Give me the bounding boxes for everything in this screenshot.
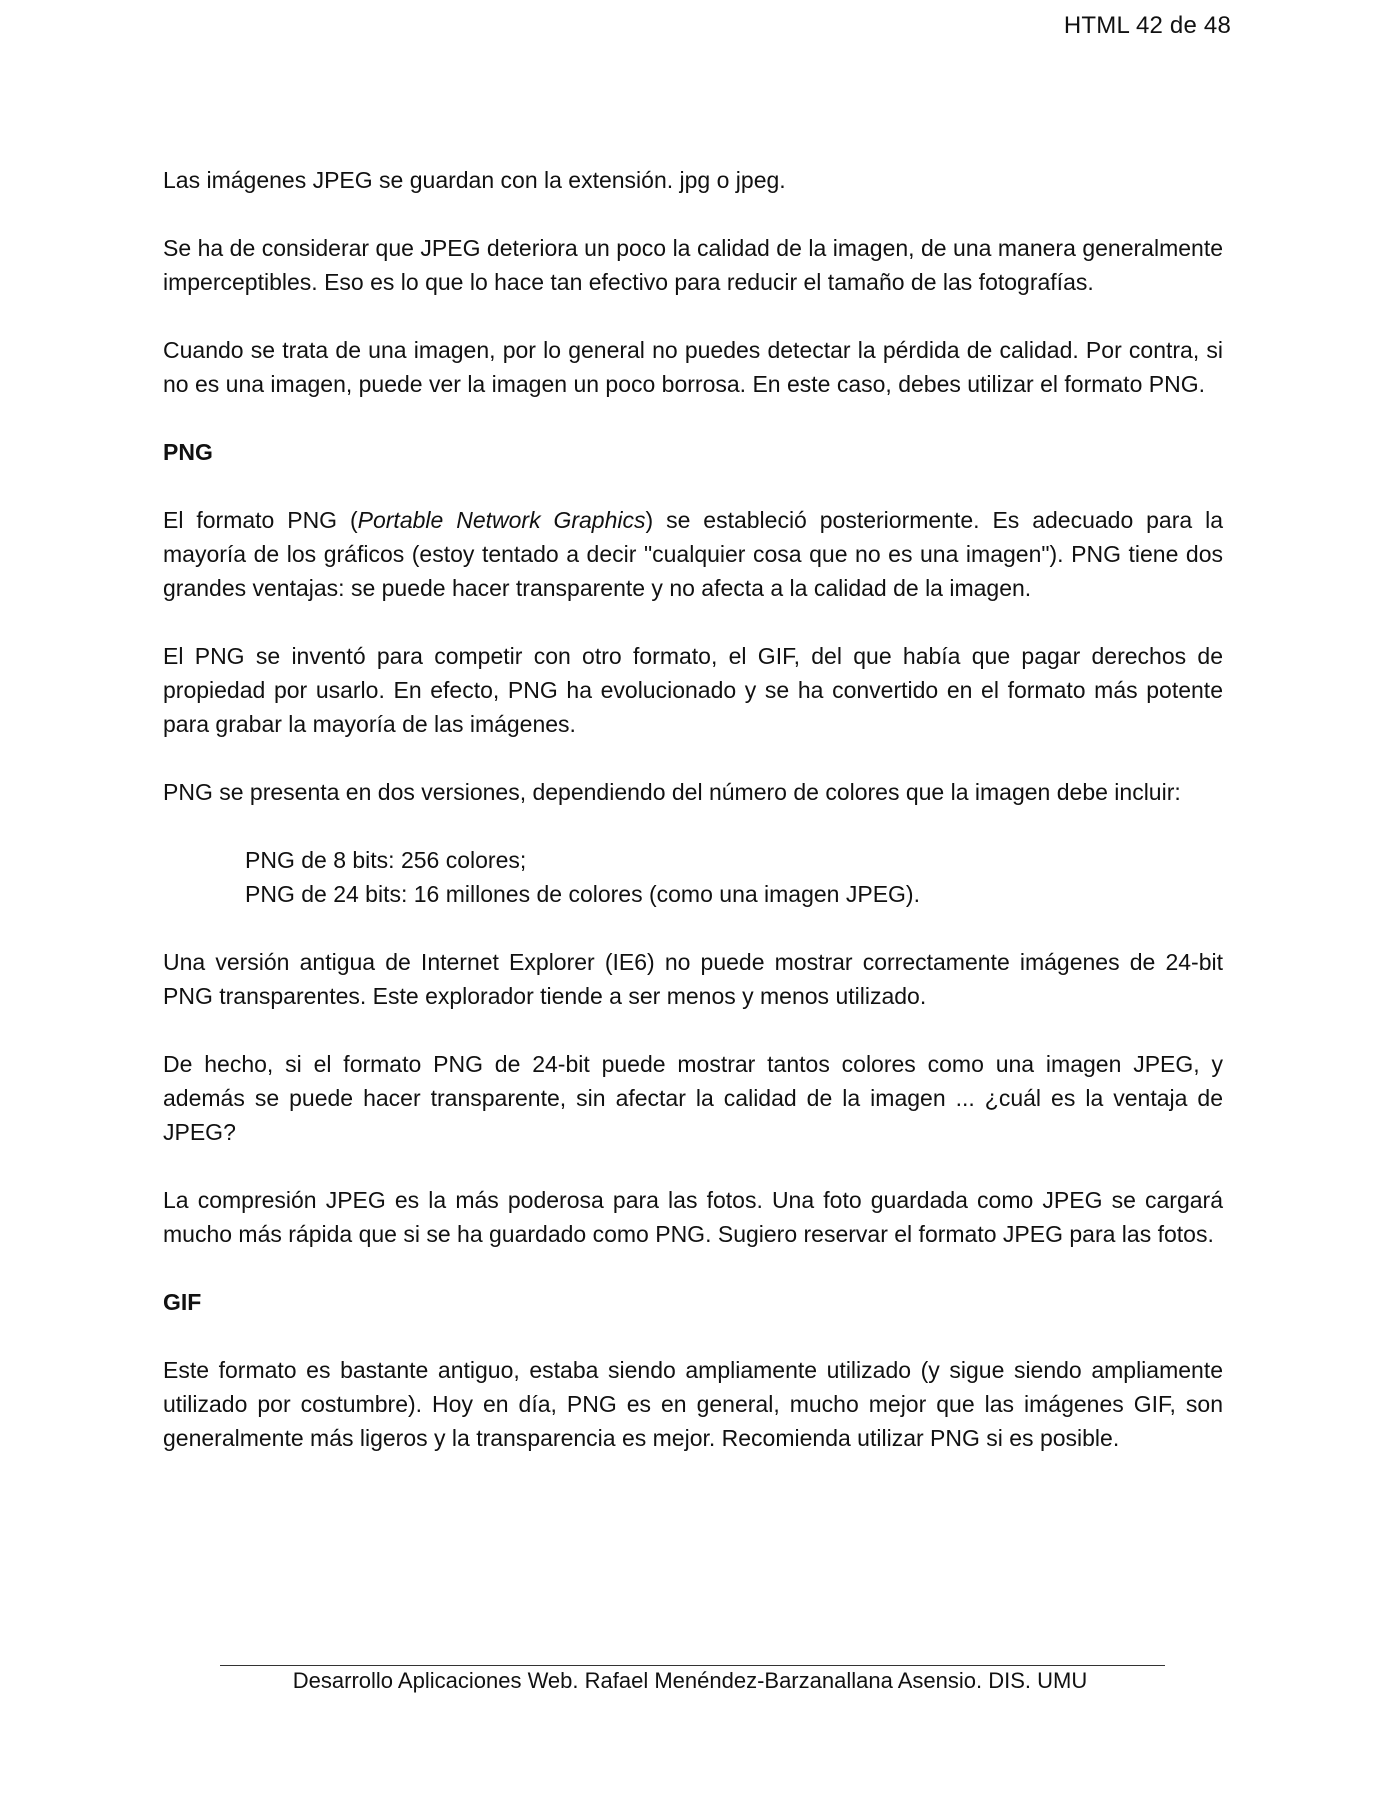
footer-credit: Desarrollo Aplicaciones Web. Rafael Menéndez-Barzanallana Asensio. DIS. UMU [292, 1668, 1088, 1693]
png-acronym-expansion: Portable Network Graphics [357, 507, 646, 533]
footer-divider [220, 1665, 1165, 1666]
page-number: HTML 42 de 48 [1063, 12, 1231, 39]
heading-gif: GIF [163, 1289, 202, 1315]
paragraph-jpeg-quality: Se ha de considerar que JPEG deteriora un poco la calidad de la imagen, de una manera generalmente imperceptibles. Eso es lo que lo hace tan efectivo para reducir el tamaño de las fotografías. [163, 235, 1223, 295]
paragraph-jpeg-compression: La compresión JPEG es la más poderosa para las fotos. Una foto guardada como JPEG se cargará mucho más rápida que si se ha guardado como PNG. Sugiero reservar el formato JPEG para las fotos. [163, 1187, 1223, 1247]
png-versions-list [163, 843, 1223, 911]
document-body [163, 163, 1223, 1489]
paragraph-png-versions: PNG se presenta en dos versiones, dependiendo del número de colores que la imagen debe incluir: [163, 779, 1181, 805]
list-item: PNG de 8 bits: 256 colores; [245, 847, 527, 873]
paragraph-ie6: Una versión antigua de Internet Explorer (IE6) no puede mostrar correctamente imágenes de 24-bit PNG transparentes. Este explorador tiende a ser menos y menos utilizado. [163, 949, 1223, 1009]
heading-png: PNG [163, 439, 213, 465]
paragraph-jpeg-extension: Las imágenes JPEG se guardan con la extensión. jpg o jpeg. [163, 167, 786, 193]
png-intro-text-a: El formato PNG ( [163, 507, 358, 533]
paragraph-png-history: El PNG se inventó para competir con otro formato, el GIF, del que había que pagar derechos de propiedad por usarlo. En efecto, PNG ha evolucionado y se ha convertido en el formato más potente para grabar la mayoría de las imágenes. [163, 643, 1223, 737]
paragraph-png-intro [163, 503, 1223, 605]
paragraph-quality-loss: Cuando se trata de una imagen, por lo general no puedes detectar la pérdida de calidad. Por contra, si no es una imagen, puede ver la imagen un poco borrosa. En este caso, debes utilizar el formato PNG. [163, 337, 1223, 397]
paragraph-png-vs-jpeg: De hecho, si el formato PNG de 24-bit puede mostrar tantos colores como una imagen JPEG, y además se puede hacer transparente, sin afectar la calidad de la imagen ... ¿cuál es la ventaja de JPEG? [163, 1051, 1223, 1145]
png-intro-text-b: ) se estableció posteriormente. Es adecuado para la mayoría de los gráficos (estoy tentado a decir "cualquier cosa que no es una imagen"). PNG tiene dos grandes ventajas: se puede hacer transparente y no afecta a la calidad de la imagen. [163, 507, 1223, 601]
paragraph-gif: Este formato es bastante antiguo, estaba siendo ampliamente utilizado (y sigue siendo ampliamente utilizado por costumbre). Hoy en día, PNG es en general, mucho mejor que las imágenes GIF, son generalmente más ligeros y la transparencia es mejor. Recomienda utilizar PNG si es posible. [163, 1357, 1223, 1451]
list-item: PNG de 24 bits: 16 millones de colores (como una imagen JPEG). [245, 881, 920, 907]
